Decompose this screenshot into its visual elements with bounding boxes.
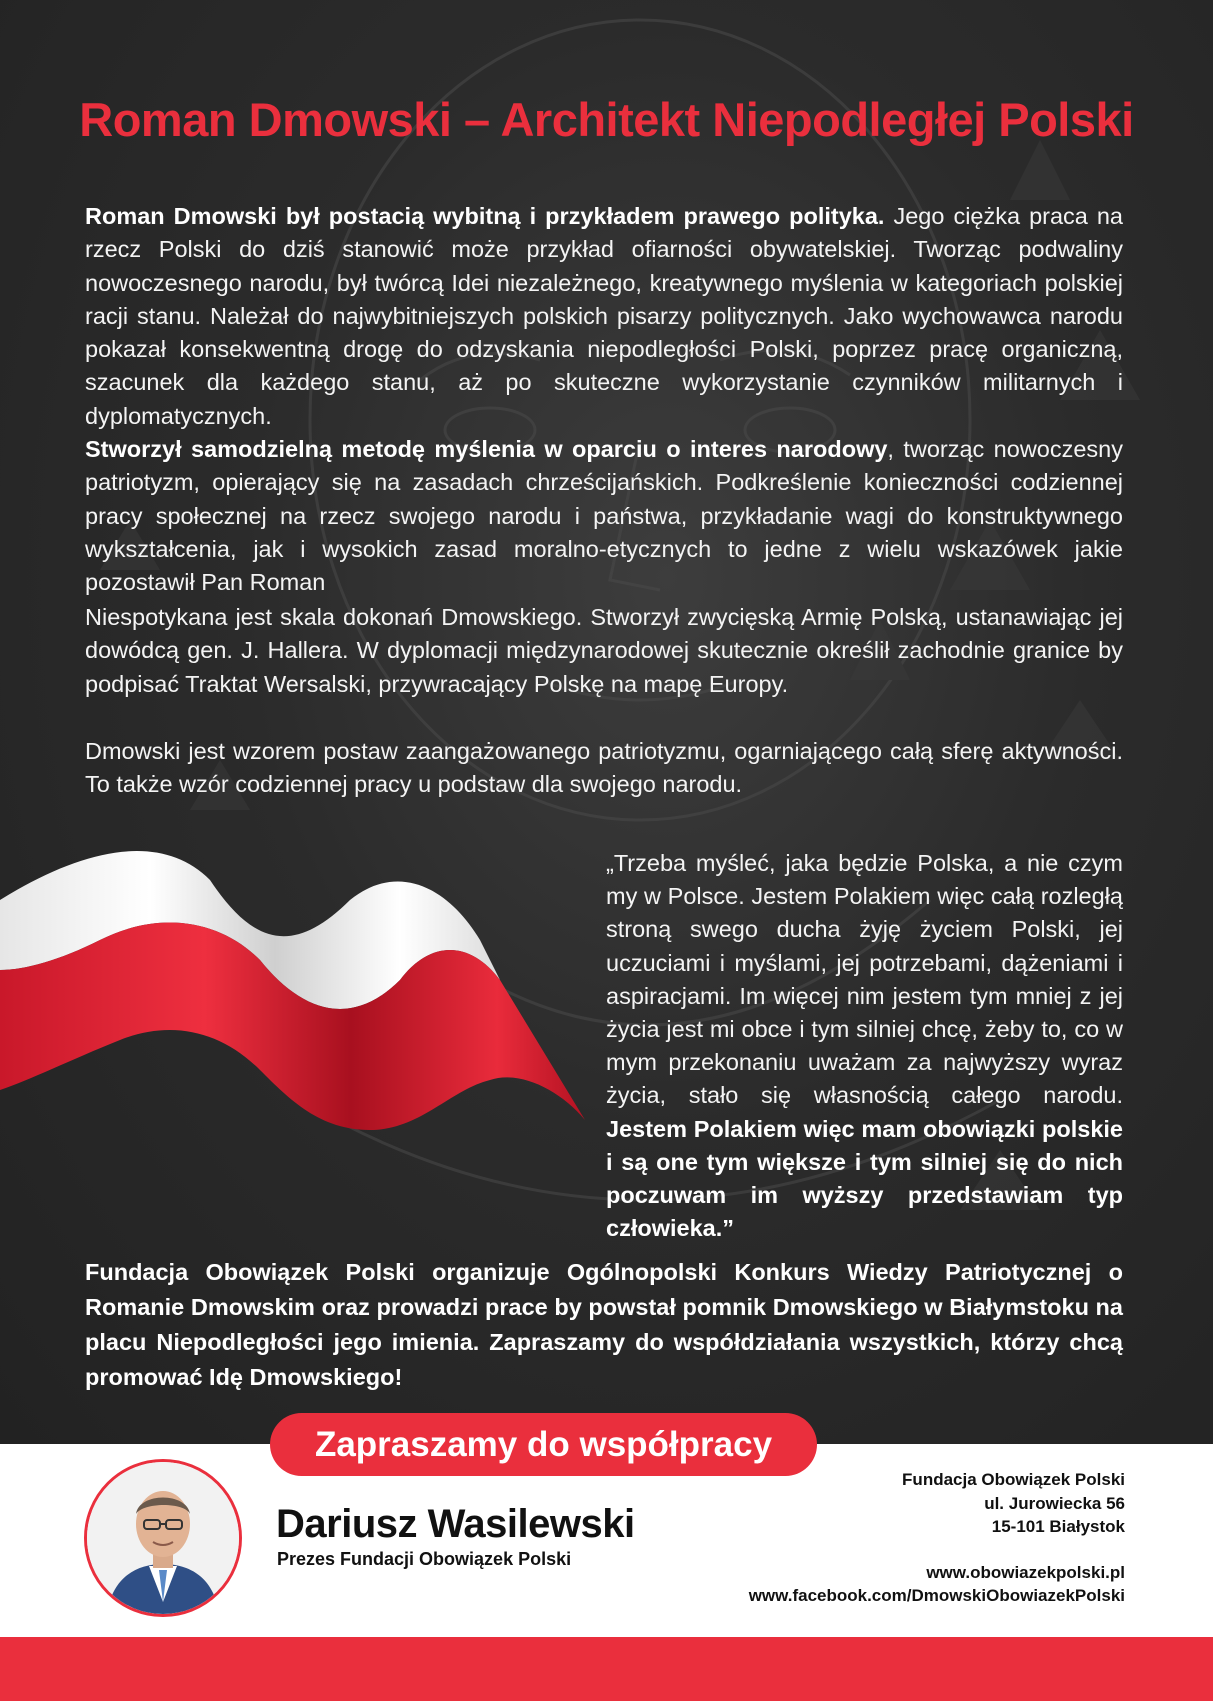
contact-city: 15-101 Białystok: [991, 1517, 1125, 1536]
paragraph-method-text: , tworząc nowoczesny patriotyzm, opierający się na zasadach chrześcijańskich. Podkreślenie konieczności codziennej pracy społecznej na rzecz swojego narodu i państwa, przykładanie wagi do konstruktywnego wykształcenia, jak i wysokich zasad moralno-etycznych to jedne z wielu wskazówek jakie pozostawił Pan Roman: [85, 436, 1123, 596]
contact-org: Fundacja Obowiązek Polski: [902, 1470, 1125, 1489]
paragraph-intro: [85, 200, 1123, 433]
dmowski-quote: [606, 847, 1123, 1245]
quote-bold: Jestem Polakiem więc mam obowiązki polskie i są one tym większe i tym silniej się do nich poczuwam im wyższy przedstawiam typ człowieka.”: [606, 1115, 1123, 1242]
paragraph-method: [85, 433, 1123, 599]
paragraph-achievements: Niespotykana jest skala dokonań Dmowskiego. Stworzył zwycięską Armię Polską, ustanawiając jej dowódcą gen. J. Hallera. W dyplomacji międzynarodowej skutecznie określił zachodnie granice by podpisać Traktat Wersalski, przywracający Polskę na mapę Europy.: [85, 604, 1123, 697]
page-title: Roman Dmowski – Architekt Niepodległej Polski: [79, 93, 1134, 146]
cta-banner: Zapraszamy do współpracy: [270, 1413, 817, 1476]
avatar: [84, 1459, 242, 1617]
person-role: Prezes Fundacji Obowiązek Polski: [277, 1549, 572, 1569]
polish-flag-image: [0, 830, 590, 1160]
paragraph-method-bold: Stworzył samodzielną metodę myślenia w oparciu o interes narodowy: [85, 436, 888, 462]
person-name: Dariusz Wasilewski: [276, 1502, 635, 1546]
paragraph-model: Dmowski jest wzorem postaw zaangażowanego patriotyzmu, ogarniającego całą sferę aktywności. To także wzór codziennej pracy u podstaw dla swojego narodu.: [85, 738, 1123, 798]
paragraph-intro-text: Jego ciężka praca na rzecz Polski do dziś stanowić może przykład ofiarności obywatelskiej. Tworząc podwaliny nowoczesnego narodu, był twórcą Idei niezależnego, kreatywnego myślenia w kategoriach polskiej racji stanu. Należał do najwybitniejszych polskich pisarzy politycznych. Jako wychowawca narodu pokazał konsekwentną drogę do odzyskania niepodległości Polski, poprzez pracę organiczną, szacunek dla każdego stanu, aż po skuteczne wykorzystanie czynników militarnych i dyplomatycznych.: [85, 203, 1123, 429]
quote-text: „Trzeba myśleć, jaka będzie Polska, a nie czym my w Polsce. Jestem Polakiem więc całą rozległą stroną swego ducha żyję życiem Polski, jej uczuciami i myślami, jej potrzebami, dążeniami i aspiracjami. Im więcej nim jestem tym mniej z jej życia jest mi obce i tym silniej chcę, żeby to, co w mym przekonaniu uważam za najwyższy wyraz życia, stało się własnością całego narodu.: [606, 850, 1123, 1109]
foundation-announcement: Fundacja Obowiązek Polski organizuje Ogólnopolski Konkurs Wiedzy Patriotycznej o Romanie Dmowskim oraz prowadzi prace by powstał pomnik Dmowskiego w Białymstoku na placu Niepodległości jego imienia. Zapraszamy do współdziałania wszystkich, którzy chcą promować Idę Dmowskiego!: [85, 1259, 1123, 1390]
paragraph-intro-bold: Roman Dmowski był postacią wybitną i przykładem prawego polityka.: [85, 203, 885, 229]
website-link[interactable]: www.obowiazekpolski.pl: [926, 1562, 1125, 1582]
contact-info: [705, 1468, 1125, 1608]
contact-spacer: [705, 1539, 1125, 1561]
contact-street: ul. Jurowiecka 56: [984, 1493, 1125, 1513]
facebook-link[interactable]: www.facebook.com/DmowskiObowiazekPolski: [748, 1586, 1125, 1605]
bottom-red-bar: [0, 1637, 1213, 1701]
